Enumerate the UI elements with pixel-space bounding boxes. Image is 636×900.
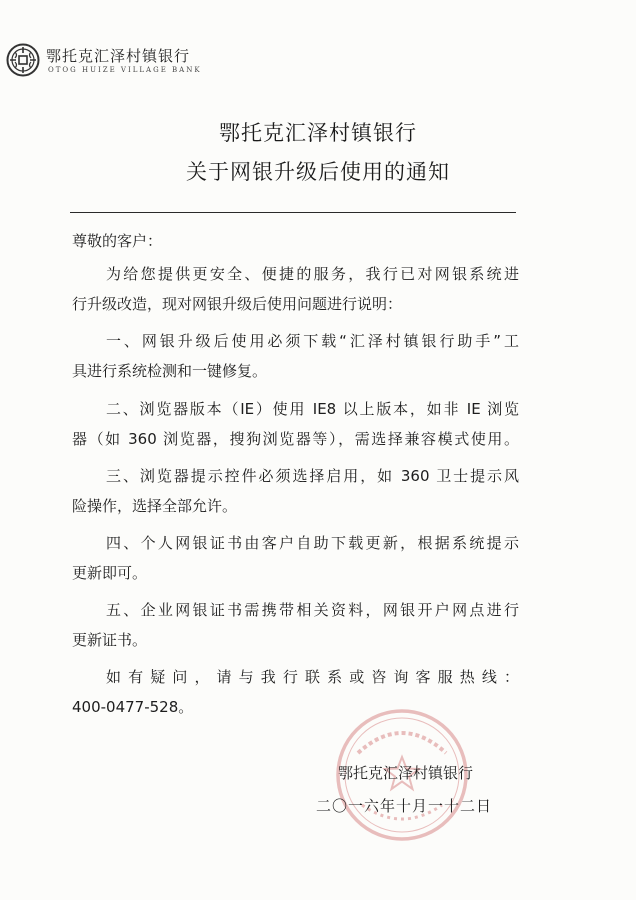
item-1-line-2: 具进行系统检测和一键修复。 [72, 362, 268, 380]
signature-issuer: 鄂托克汇泽村镇银行 [338, 764, 474, 782]
hotline-number: 400-0477-528。 [72, 698, 194, 716]
item-4-line-1: 四、个人网银证书由客户自助下载更新，根据系统提示 [106, 534, 519, 552]
intro-line-1: 为给您提供更安全、便捷的服务，我行已对网银系统进 [106, 265, 519, 283]
bank-name-chinese: 鄂托克汇泽村镇银行 [46, 47, 191, 65]
salutation: 尊敬的客户： [72, 232, 163, 250]
intro-line-2: 行升级改造，现对网银升级后使用问题进行说明： [72, 295, 403, 313]
item-2-line-1: 二、浏览器版本（IE）使用 IE8 以上版本，如非 IE 浏览 [106, 400, 519, 418]
contact-line-1: 如有疑问，请与我行联系或咨询客服热线： [106, 668, 519, 686]
bank-logo-icon [6, 43, 40, 77]
title-divider [70, 212, 516, 213]
item-3-line-2: 险操作，选择全部允许。 [72, 497, 238, 515]
notice-title-issuer: 鄂托克汇泽村镇银行 [219, 121, 417, 145]
item-5-line-1: 五、企业网银证书需携带相关资料，网银开户网点进行 [106, 601, 519, 619]
item-2-line-2: 器（如 360 浏览器，搜狗浏览器等），需选择兼容模式使用。 [72, 430, 519, 448]
item-1-line-1: 一、网银升级后使用必须下载“汇泽村镇银行助手”工 [106, 332, 519, 350]
item-3-line-1: 三、浏览器提示控件必须选择启用，如 360 卫士提示风 [106, 467, 519, 485]
item-4-line-2: 更新即可。 [72, 564, 148, 582]
letterhead [6, 38, 266, 88]
item-5-line-2: 更新证书。 [72, 631, 148, 649]
notice-title-subject: 关于网银升级后使用的通知 [186, 160, 450, 184]
signature-date: 二〇一六年十月一十二日 [316, 797, 493, 815]
bank-name-english: OTOG HUIZE VILLAGE BANK [48, 66, 202, 74]
